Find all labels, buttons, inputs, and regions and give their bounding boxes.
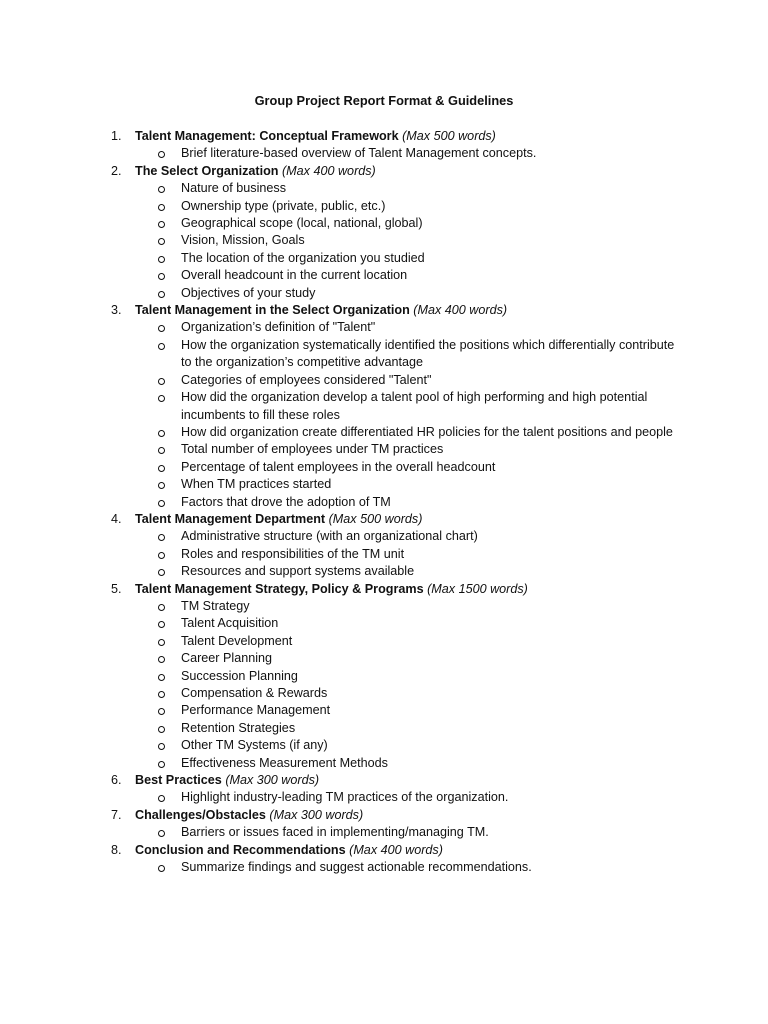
hollow-circle-bullet-icon (158, 639, 165, 646)
hollow-circle-bullet-icon (158, 186, 165, 193)
section-item (0, 128, 768, 163)
section-number: 8. (111, 842, 122, 857)
hollow-circle-bullet-icon (158, 378, 165, 385)
list-item-text: Geographical scope (local, national, global) (181, 216, 423, 231)
list-item-text: Factors that drove the adoption of TM (181, 494, 391, 509)
section-number: 4. (111, 511, 122, 526)
hollow-circle-bullet-icon (158, 795, 165, 802)
hollow-circle-bullet-icon (158, 273, 165, 280)
hollow-circle-bullet-icon (158, 238, 165, 245)
list-item (0, 789, 768, 806)
list-item-text: Summarize findings and suggest actionable recommendations. (181, 860, 532, 875)
list-item-text: The location of the organization you studied (181, 250, 425, 265)
list-item-text: Career Planning (181, 651, 273, 666)
list-item (0, 702, 768, 719)
section-heading (0, 511, 768, 528)
bullet-list (0, 859, 768, 876)
list-item-text: Administrative structure (with an organizational chart) (181, 529, 478, 544)
word-limit: (Max 1500 words) (427, 581, 528, 596)
list-item-text: Barriers or issues faced in implementing/managing TM. (181, 825, 489, 840)
list-item (0, 633, 768, 650)
list-item-text: Highlight industry-leading TM practices of the organization. (181, 790, 509, 805)
list-item-text: How did organization create differentiated HR policies for the talent positions and people (181, 424, 673, 439)
hollow-circle-bullet-icon (158, 726, 165, 733)
word-limit: (Max 400 words) (413, 303, 508, 318)
section-item (0, 302, 768, 511)
list-item (0, 563, 768, 580)
hollow-circle-bullet-icon (158, 482, 165, 489)
hollow-circle-bullet-icon (158, 569, 165, 576)
list-item-text: TM Strategy (181, 598, 250, 613)
list-item-text: Compensation & Rewards (181, 686, 328, 700)
section-item (0, 163, 768, 302)
list-item-text: Retention Strategies (181, 720, 296, 735)
list-item (0, 424, 768, 441)
section-heading (0, 842, 768, 859)
hollow-circle-bullet-icon (158, 325, 165, 332)
word-limit: (Max 400 words) (281, 163, 376, 178)
list-item (0, 546, 768, 563)
section-title: The Select Organization (135, 163, 279, 178)
section-heading (0, 128, 768, 145)
section-heading (0, 772, 768, 789)
list-item (0, 494, 768, 511)
list-item (0, 720, 768, 737)
hollow-circle-bullet-icon (158, 743, 165, 750)
list-item (0, 755, 768, 772)
list-item (0, 824, 768, 841)
hollow-circle-bullet-icon (158, 621, 165, 628)
list-item-text: Performance Management (181, 703, 331, 718)
list-item-text: Talent Acquisition (181, 616, 279, 631)
list-item (0, 198, 768, 215)
document-title: Group Project Report Format & Guidelines (254, 93, 514, 108)
bullet-list (0, 319, 768, 510)
list-item-text: Overall headcount in the current location (181, 268, 408, 283)
bullet-list (0, 180, 768, 302)
list-item (0, 668, 768, 685)
list-item (0, 441, 768, 458)
section-number: 3. (111, 303, 122, 318)
word-limit: (Max 500 words) (328, 511, 423, 526)
hollow-circle-bullet-icon (158, 552, 165, 559)
list-item (0, 145, 768, 162)
section-item (0, 807, 768, 842)
hollow-circle-bullet-icon (158, 865, 165, 872)
hollow-circle-bullet-icon (158, 343, 165, 350)
bullet-list (0, 598, 768, 772)
hollow-circle-bullet-icon (158, 465, 165, 472)
list-item-text: Talent Development (181, 633, 293, 648)
hollow-circle-bullet-icon (158, 151, 165, 158)
hollow-circle-bullet-icon (158, 395, 165, 402)
section-number: 2. (111, 163, 122, 178)
hollow-circle-bullet-icon (158, 830, 165, 837)
section-item (0, 511, 768, 581)
list-item (0, 319, 768, 336)
word-limit: (Max 500 words) (402, 129, 496, 143)
section-number: 7. (111, 807, 122, 822)
list-item-text: Other TM Systems (if any) (181, 738, 328, 753)
section-title: Challenges/Obstacles (135, 807, 266, 822)
list-item (0, 459, 768, 476)
list-item-text: Organization’s definition of "Talent" (181, 320, 376, 335)
hollow-circle-bullet-icon (158, 221, 165, 228)
list-item (0, 615, 768, 632)
hollow-circle-bullet-icon (158, 291, 165, 298)
list-item-text: Roles and responsibilities of the TM unit (181, 546, 405, 561)
section-title: Talent Management in the Select Organization (135, 303, 410, 318)
list-item-text: Effectiveness Measurement Methods (181, 755, 388, 770)
hollow-circle-bullet-icon (158, 708, 165, 715)
list-item (0, 650, 768, 667)
section-title: Talent Management Strategy, Policy & Programs (135, 581, 424, 596)
list-item-text: Objectives of your study (181, 285, 316, 300)
section-item (0, 772, 768, 807)
list-item-text: Nature of business (181, 181, 287, 196)
section-heading (0, 163, 768, 180)
list-item-text: Categories of employees considered "Talent" (181, 372, 432, 387)
list-item-text: When TM practices started (181, 477, 332, 492)
list-item (0, 180, 768, 197)
list-item (0, 598, 768, 615)
list-item (0, 737, 768, 754)
list-item-text: How the organization systematically identified the positions which differentially contribute to the organization’s competitive advantage (181, 337, 675, 370)
section-number: 6. (111, 773, 122, 788)
list-item-text: Succession Planning (181, 668, 298, 683)
list-item-text: Resources and support systems available (181, 564, 415, 579)
bullet-list (0, 145, 768, 162)
section-item (0, 581, 768, 772)
section-heading (0, 581, 768, 598)
list-item (0, 285, 768, 302)
section-title: Talent Management Department (135, 511, 326, 526)
list-item (0, 232, 768, 249)
section-title: Conclusion and Recommendations (135, 842, 346, 857)
bullet-list (0, 789, 768, 806)
word-limit: (Max 400 words) (349, 842, 443, 857)
section-title: Talent Management: Conceptual Framework (135, 129, 399, 143)
list-item (0, 337, 768, 372)
hollow-circle-bullet-icon (158, 204, 165, 211)
hollow-circle-bullet-icon (158, 674, 165, 681)
list-item-text: Ownership type (private, public, etc.) (181, 198, 386, 213)
list-item-text: Percentage of talent employees in the overall headcount (181, 459, 496, 474)
list-item (0, 372, 768, 389)
list-item (0, 250, 768, 267)
hollow-circle-bullet-icon (158, 604, 165, 611)
bullet-list (0, 824, 768, 841)
hollow-circle-bullet-icon (158, 430, 165, 437)
section-item (0, 842, 768, 877)
section-heading (0, 302, 768, 319)
section-list (0, 128, 768, 876)
list-item-text: How did the organization develop a talent pool of high performing and high potential incumbents to fill these roles (181, 390, 648, 422)
word-limit: (Max 300 words) (269, 807, 364, 822)
bullet-list (0, 528, 768, 580)
section-number: 5. (111, 581, 122, 596)
hollow-circle-bullet-icon (158, 256, 165, 263)
hollow-circle-bullet-icon (158, 761, 165, 768)
list-item-text: Vision, Mission, Goals (181, 233, 305, 248)
list-item (0, 267, 768, 284)
section-title: Best Practices (135, 773, 222, 788)
list-item (0, 685, 768, 702)
hollow-circle-bullet-icon (158, 691, 165, 698)
section-number: 1. (111, 129, 122, 143)
list-item (0, 389, 768, 424)
list-item (0, 476, 768, 493)
hollow-circle-bullet-icon (158, 500, 165, 507)
word-limit: (Max 300 words) (225, 773, 320, 788)
list-item (0, 528, 768, 545)
hollow-circle-bullet-icon (158, 447, 165, 454)
list-item (0, 215, 768, 232)
list-item-text: Brief literature-based overview of Talent Management concepts. (181, 146, 537, 161)
list-item (0, 859, 768, 876)
hollow-circle-bullet-icon (158, 534, 165, 541)
list-item-text: Total number of employees under TM practices (181, 442, 444, 457)
section-heading (0, 807, 768, 824)
hollow-circle-bullet-icon (158, 656, 165, 663)
